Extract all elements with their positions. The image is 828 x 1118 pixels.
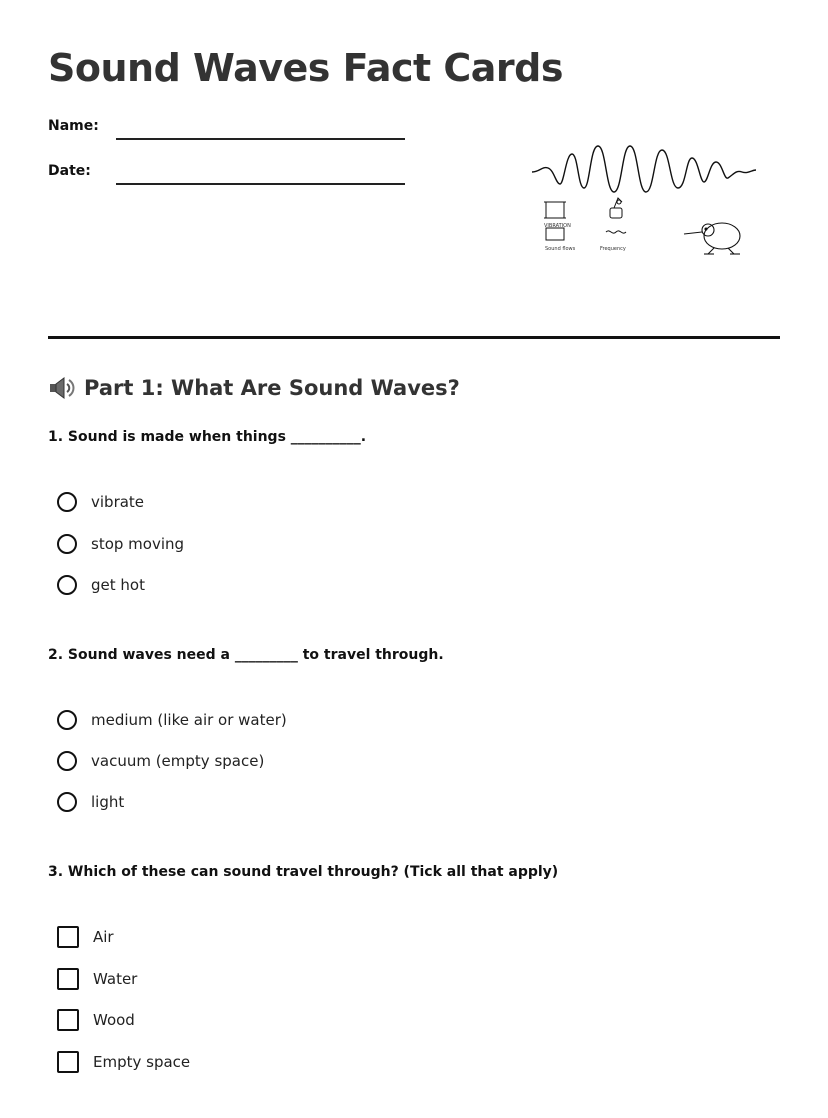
option-label: vibrate (91, 493, 145, 511)
option-label: vacuum (empty space) (91, 752, 265, 770)
radio-option[interactable] (57, 534, 184, 554)
name-label: Name: (48, 118, 99, 134)
option-label: stop moving (91, 535, 185, 553)
checkbox-option[interactable] (57, 1009, 135, 1031)
checkbox[interactable] (57, 1009, 79, 1031)
checkbox-option[interactable] (57, 968, 137, 990)
radio-option[interactable] (57, 710, 287, 730)
checkbox-option[interactable] (57, 926, 114, 948)
option-label: get hot (91, 576, 145, 594)
option-label: Water (93, 970, 138, 988)
option-label: medium (like air or water) (91, 711, 287, 729)
sound-wave-illustration (528, 140, 760, 260)
date-label: Date: (48, 163, 91, 179)
sound-wave-line (532, 146, 756, 192)
radio-option[interactable] (57, 792, 124, 812)
radio-option[interactable] (57, 575, 145, 595)
radio-button[interactable] (57, 492, 77, 512)
question-3: 3. Which of these can sound travel through? (Tick all that apply) (48, 864, 559, 880)
radio-option[interactable] (57, 492, 144, 512)
sound-flows-label: Sound flows (545, 246, 576, 252)
speaker-icon (48, 375, 76, 401)
radio-button[interactable] (57, 792, 77, 812)
option-label: light (91, 793, 125, 811)
section-divider (48, 336, 780, 339)
section-heading-text: Part 1: What Are Sound Waves? (84, 376, 460, 400)
option-label: Air (93, 928, 114, 946)
radio-button[interactable] (57, 575, 77, 595)
checkbox[interactable] (57, 926, 79, 948)
radio-button[interactable] (57, 751, 77, 771)
frequency-label: Frequency (600, 246, 626, 252)
date-field[interactable] (116, 183, 405, 185)
radio-button[interactable] (57, 534, 77, 554)
question-1: 1. Sound is made when things __________. (48, 429, 367, 445)
kiwi-bird-icon (684, 223, 740, 254)
section-heading (48, 375, 460, 401)
checkbox[interactable] (57, 968, 79, 990)
radio-button[interactable] (57, 710, 77, 730)
vibration-box-icon (544, 202, 566, 240)
option-label: Wood (93, 1011, 135, 1029)
checkbox-option[interactable] (57, 1051, 190, 1073)
radio-option[interactable] (57, 751, 264, 771)
name-field[interactable] (116, 138, 405, 140)
checkbox[interactable] (57, 1051, 79, 1073)
option-label: Empty space (93, 1053, 191, 1071)
vibration-label: VIBRATION (544, 223, 571, 229)
bell-icon (606, 198, 626, 233)
question-2: 2. Sound waves need a _________ to travel through. (48, 647, 444, 663)
page-title: Sound Waves Fact Cards (48, 46, 563, 90)
